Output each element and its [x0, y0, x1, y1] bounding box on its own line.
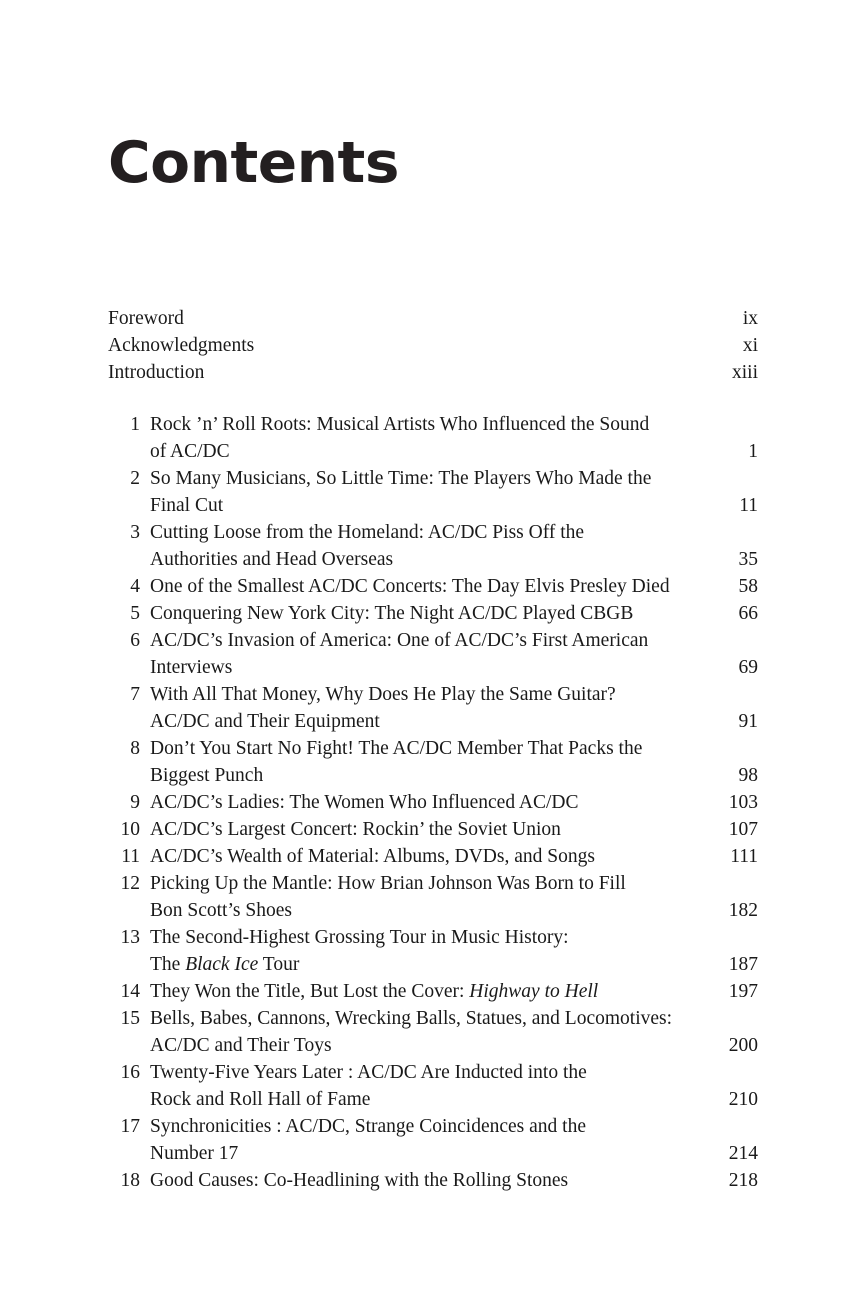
chapter-title-text: Synchronicities : AC/DC, Strange Coincidences and the [150, 1116, 586, 1137]
chapter-number: 18 [120, 1170, 140, 1191]
chapter-number: 16 [120, 1062, 140, 1083]
chapter-row[interactable] [108, 1167, 758, 1194]
chapter-title [150, 465, 758, 519]
chapter-title-text: Rock ’n’ Roll Roots: Musical Artists Who Influenced the Sound [150, 414, 650, 435]
chapter-title-text: Number 17 [150, 1143, 239, 1164]
chapter-title-line [150, 519, 758, 546]
chapter-row[interactable] [108, 573, 758, 600]
chapter-page-number: 218 [728, 1170, 758, 1191]
chapter-title-line [150, 1113, 758, 1140]
chapter-row[interactable] [108, 978, 758, 1005]
chapter-title-text: Bon Scott’s Shoes [150, 900, 292, 921]
chapter-page-number: 200 [728, 1035, 758, 1056]
chapter-page-number: 66 [738, 603, 758, 624]
chapter-title-line [150, 762, 758, 789]
chapter-number: 4 [130, 576, 140, 597]
chapter-number: 9 [130, 792, 140, 813]
front-matter-row[interactable] [108, 305, 758, 332]
chapter-row[interactable] [108, 924, 758, 978]
chapter-title [150, 681, 758, 735]
chapter-row[interactable] [108, 1005, 758, 1059]
chapter-page-number: 98 [738, 765, 758, 786]
chapter-title [150, 411, 758, 465]
front-matter-label: Acknowledgments [108, 335, 255, 356]
chapter-page-number: 11 [739, 495, 758, 516]
chapter-title-line [150, 1086, 758, 1113]
chapter-number: 13 [120, 927, 140, 948]
chapter-number: 8 [130, 738, 140, 759]
chapter-title [150, 843, 758, 870]
chapter-title-line [150, 951, 758, 978]
chapter-page-number: 182 [728, 900, 758, 921]
chapter-number: 6 [130, 630, 140, 651]
chapter-title [150, 978, 758, 1005]
chapter-title-line [150, 816, 758, 843]
chapter-row[interactable] [108, 870, 758, 924]
chapter-title-line [150, 978, 758, 1005]
chapter-title-line [150, 573, 758, 600]
chapter-number: 1 [130, 414, 140, 435]
chapter-title-line [150, 924, 758, 951]
table-of-contents [108, 305, 758, 1194]
chapter-title-line [150, 465, 758, 492]
chapter-title-text: Cutting Loose from the Homeland: AC/DC Piss Off the [150, 522, 585, 543]
chapter-title-text: of AC/DC [150, 441, 230, 462]
chapter-row[interactable] [108, 411, 758, 465]
front-matter-label: Foreword [108, 308, 184, 329]
chapter-title-text: Rock and Roll Hall of Fame [150, 1089, 371, 1110]
chapter-number: 12 [120, 873, 140, 894]
chapter-number: 2 [130, 468, 140, 489]
chapter-title-text: So Many Musicians, So Little Time: The Players Who Made the [150, 468, 652, 489]
chapter-page-number: 91 [738, 711, 758, 732]
page-title: Contents [108, 130, 399, 197]
front-matter-page-number: ix [742, 308, 758, 329]
chapter-title-line [150, 492, 758, 519]
chapter-title-text: Don’t You Start No Fight! The AC/DC Member That Packs the [150, 738, 643, 759]
chapter-title-text: Biggest Punch [150, 765, 264, 786]
chapter-title-line [150, 708, 758, 735]
chapter-title-text: One of the Smallest AC/DC Concerts: The Day Elvis Presley Died [150, 576, 670, 597]
front-matter-row[interactable] [108, 332, 758, 359]
chapter-title-line [150, 897, 758, 924]
chapter-title-text: AC/DC’s Wealth of Material: Albums, DVDs, and Songs [150, 846, 595, 867]
chapter-title-line [150, 870, 758, 897]
chapter-title [150, 519, 758, 573]
chapter-title-text: Final Cut [150, 495, 224, 516]
chapter-page-number: 58 [738, 576, 758, 597]
front-matter-label: Introduction [108, 362, 205, 383]
chapter-title-line [150, 627, 758, 654]
chapter-title-line [150, 546, 758, 573]
chapter-title-line [150, 1167, 758, 1194]
chapter-title-text: Picking Up the Mantle: How Brian Johnson Was Born to Fill [150, 873, 626, 894]
chapter-title-line [150, 1140, 758, 1167]
chapter-page-number: 111 [730, 846, 758, 867]
chapter-title [150, 1113, 758, 1167]
chapter-number: 17 [120, 1116, 140, 1137]
chapter-title-text: AC/DC and Their Equipment [150, 711, 380, 732]
chapter-title-text: AC/DC and Their Toys [150, 1035, 332, 1056]
chapter-title-line [150, 681, 758, 708]
front-matter-list [108, 305, 758, 386]
chapter-number: 10 [120, 819, 140, 840]
chapter-title-line [150, 789, 758, 816]
chapter-row[interactable] [108, 1113, 758, 1167]
chapter-number: 3 [130, 522, 140, 543]
chapter-title-line [150, 654, 758, 681]
chapter-title [150, 1005, 758, 1059]
chapter-title-line [150, 411, 758, 438]
chapter-row[interactable] [108, 843, 758, 870]
chapter-title [150, 816, 758, 843]
chapter-title-line [150, 735, 758, 762]
chapter-title-line [150, 1059, 758, 1086]
chapter-page-number: 214 [728, 1143, 758, 1164]
chapter-page-number: 69 [738, 657, 758, 678]
front-matter-page-number: xi [742, 335, 758, 356]
chapter-title [150, 789, 758, 816]
chapter-title-text: Good Causes: Co-Headlining with the Rolling Stones [150, 1170, 569, 1191]
chapter-page-number: 103 [728, 792, 758, 813]
chapter-title-text: Interviews [150, 657, 233, 678]
chapter-title-line [150, 600, 758, 627]
chapter-title-text: AC/DC’s Invasion of America: One of AC/DC’s First American [150, 630, 649, 651]
chapter-row[interactable] [108, 465, 758, 519]
chapter-row[interactable] [108, 681, 758, 735]
chapter-title-line [150, 1005, 758, 1032]
chapter-title-text: Twenty-Five Years Later : AC/DC Are Inducted into the [150, 1062, 587, 1083]
chapter-title-line [150, 1032, 758, 1059]
chapter-title-text: AC/DC’s Largest Concert: Rockin’ the Soviet Union [150, 819, 561, 840]
chapter-title [150, 1167, 758, 1194]
chapter-title-text: The Black Ice Tour [150, 954, 300, 975]
chapter-title-text: Bells, Babes, Cannons, Wrecking Balls, Statues, and Locomotives: [150, 1008, 673, 1029]
chapter-title [150, 627, 758, 681]
chapter-page-number: 1 [748, 441, 758, 462]
chapter-title-text: Authorities and Head Overseas [150, 549, 394, 570]
chapter-title [150, 600, 758, 627]
chapter-title-text: With All That Money, Why Does He Play the Same Guitar? [150, 684, 616, 705]
chapter-number: 14 [120, 981, 140, 1002]
chapter-page-number: 107 [728, 819, 758, 840]
chapter-row[interactable] [108, 627, 758, 681]
chapter-page-number: 187 [728, 954, 758, 975]
chapter-title [150, 573, 758, 600]
chapter-list [108, 411, 758, 1194]
chapter-title-text: AC/DC’s Ladies: The Women Who Influenced AC/DC [150, 792, 579, 813]
chapter-page-number: 35 [738, 549, 758, 570]
chapter-number: 15 [120, 1008, 140, 1029]
chapter-title-text: Conquering New York City: The Night AC/DC Played CBGB [150, 603, 634, 624]
chapter-title [150, 1059, 758, 1113]
chapter-page-number: 197 [728, 981, 758, 1002]
chapter-title-line [150, 438, 758, 465]
chapter-title [150, 735, 758, 789]
chapter-title-text: They Won the Title, But Lost the Cover: Highway to Hell [150, 981, 599, 1002]
chapter-number: 11 [121, 846, 140, 867]
chapter-row[interactable] [108, 1059, 758, 1113]
chapter-title [150, 870, 758, 924]
chapter-row[interactable] [108, 816, 758, 843]
chapter-title [150, 924, 758, 978]
chapter-title-line [150, 843, 758, 870]
chapter-number: 5 [130, 603, 140, 624]
chapter-row[interactable] [108, 735, 758, 789]
front-matter-row[interactable] [108, 359, 758, 386]
front-matter-page-number: xiii [731, 362, 758, 383]
chapter-row[interactable] [108, 519, 758, 573]
chapter-row[interactable] [108, 600, 758, 627]
chapter-row[interactable] [108, 789, 758, 816]
chapter-page-number: 210 [728, 1089, 758, 1110]
chapter-title-text: The Second-Highest Grossing Tour in Music History: [150, 927, 569, 948]
chapter-number: 7 [130, 684, 140, 705]
